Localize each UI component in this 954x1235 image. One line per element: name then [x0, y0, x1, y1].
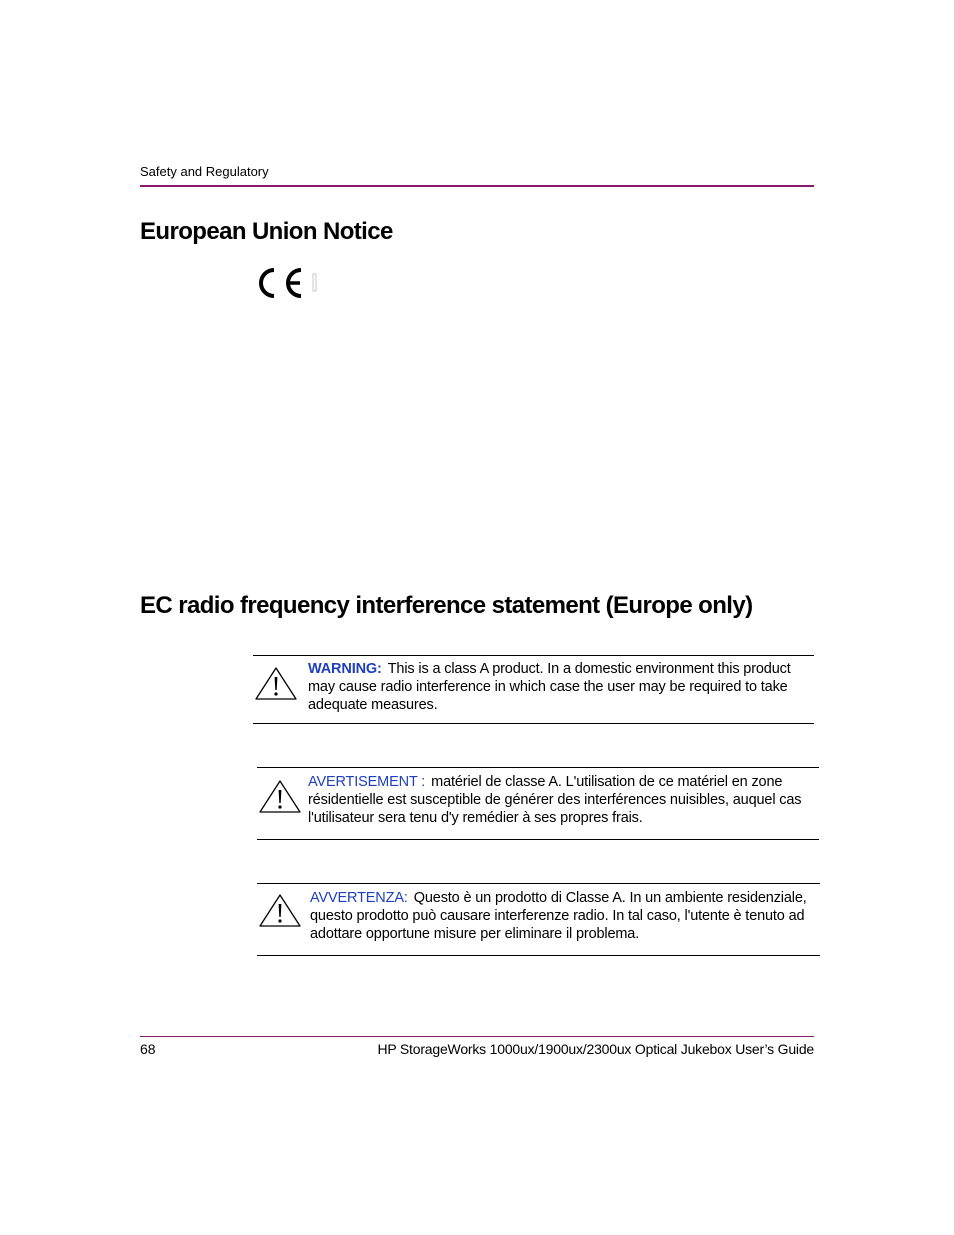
avertisement-label: AVERTISEMENT :: [308, 774, 426, 790]
warning-notice-text: [308, 660, 812, 714]
avvertenza-notice: [257, 883, 820, 956]
avertisement-body: matériel de classe A. L'utilisation de ce matériel en zone résidentielle est susceptible de générer des interférences nuisibles, auquel cas l'utilisateur sera tenu d'y remédier à ses propres frais.: [308, 774, 802, 826]
ce-mark-icon: [257, 266, 317, 300]
footer-rule: [140, 1036, 814, 1037]
page-number: 68: [140, 1041, 156, 1057]
warning-triangle-icon: [258, 893, 302, 929]
warning-label: WARNING:: [308, 661, 382, 677]
warning-body: This is a class A product. In a domestic environment this product may cause radio interference in which case the user may be required to take adequate measures.: [308, 661, 791, 713]
header-rule: [140, 185, 814, 187]
warning-notice: [253, 655, 814, 724]
eu-notice-title: European Union Notice: [140, 218, 393, 245]
avertisement-notice: [257, 767, 819, 840]
ec-statement-title: EC radio frequency interference statement (Europe only): [140, 592, 753, 619]
avvertenza-body: Questo è un prodotto di Classe A. In un ambiente residenziale, questo prodotto può causare interferenze radio. In tal caso, l'utente è tenuto ad adottare opportune misure per eliminare il problema.: [310, 890, 807, 942]
warning-triangle-icon: [258, 779, 302, 815]
avvertenza-label: AVVERTENZA:: [310, 890, 408, 906]
avertisement-notice-text: [308, 773, 818, 827]
document-title: HP StorageWorks 1000ux/1900ux/2300ux Optical Jukebox User’s Guide: [377, 1041, 814, 1057]
avvertenza-notice-text: [310, 889, 810, 943]
warning-triangle-icon: [254, 666, 298, 702]
running-header: Safety and Regulatory: [140, 164, 269, 179]
